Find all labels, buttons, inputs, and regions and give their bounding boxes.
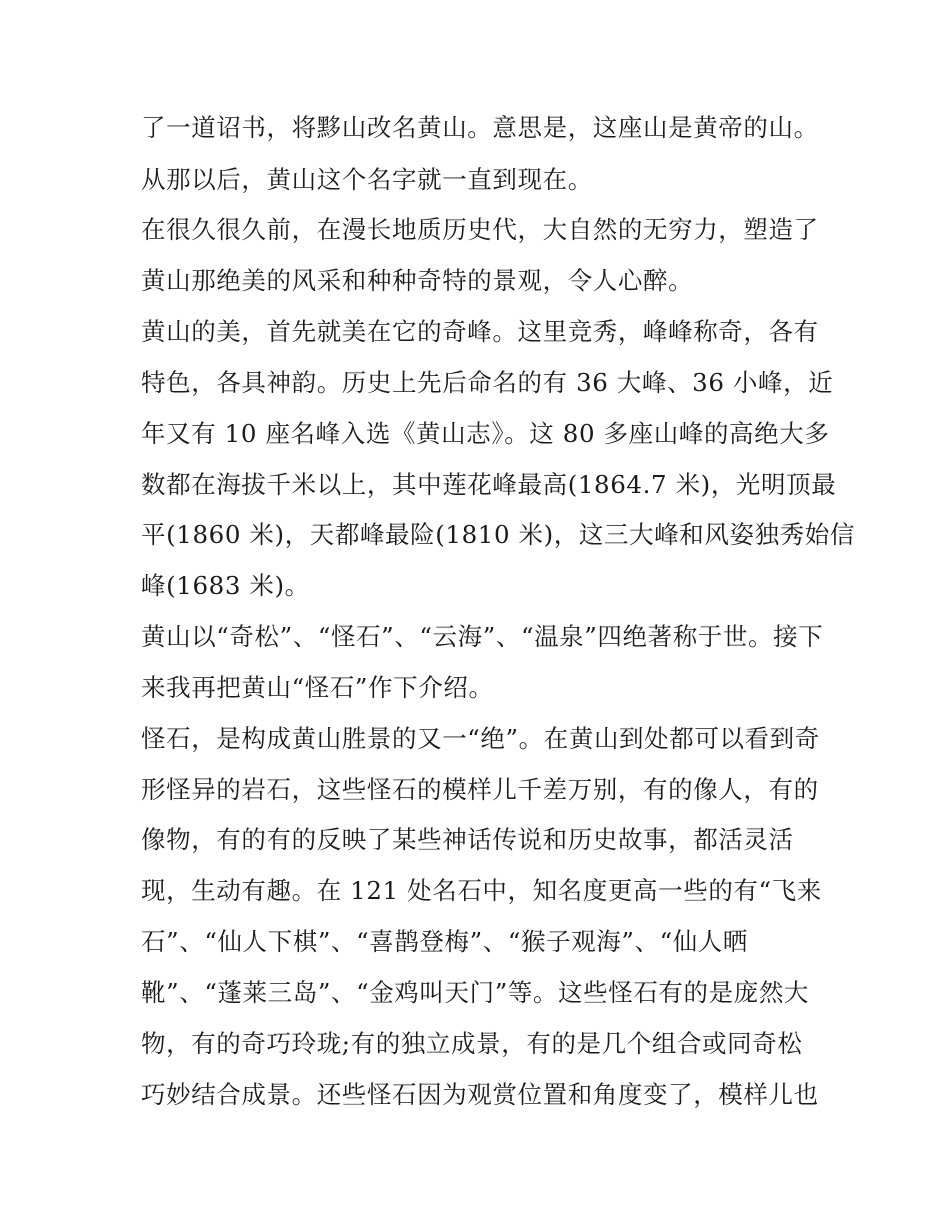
text-line-12: 来我再把黄山“怪石”作下介绍。 [141, 673, 494, 702]
text-line-15: 像物，有的有的反映了某些神话传说和历史故事，都活灵活 [141, 825, 794, 854]
text-line-6: 特色，各具神韵。历史上先后命名的有 36 大峰、36 小峰，近 [141, 368, 834, 397]
text-line-18: 靴”、“蓬莱三岛”、“金鸡叫天门”等。这些怪石有的是庞然大 [141, 978, 810, 1007]
text-line-8: 数都在海拔千米以上，其中莲花峰最高(1864.7 米)，光明顶最 [141, 470, 837, 499]
text-line-5: 黄山的美，首先就美在它的奇峰。这里竞秀，峰峰称奇，各有 [141, 317, 819, 346]
text-line-17: 石”、“仙人下棋”、“喜鹊登梅”、“猴子观海”、“仙人晒 [141, 927, 748, 956]
text-line-14: 形怪异的岩石，这些怪石的模样儿千差万别，有的像人，有的 [141, 775, 819, 804]
text-line-11: 黄山以“奇松”、“怪石”、“云海”、“温泉”四绝著称于世。接下 [141, 622, 824, 651]
text-line-7: 年又有 10 座名峰入选《黄山志》。这 80 多座山峰的高绝大多 [141, 419, 830, 448]
text-line-13: 怪石，是构成黄山胜景的又一“绝”。在黄山到处都可以看到奇 [141, 724, 820, 753]
text-line-10: 峰(1683 米)。 [141, 571, 310, 600]
text-line-4: 黄山那绝美的风采和种种奇特的景观，令人心醉。 [141, 266, 694, 295]
text-line-19: 物，有的奇巧玲珑;有的独立成景，有的是几个组合或同奇松 [141, 1029, 803, 1058]
text-line-1: 了一道诏书，将黟山改名黄山。意思是，这座山是黄帝的山。 [141, 113, 819, 142]
text-line-3: 在很久很久前，在漫长地质历史代，大自然的无穷力，塑造了 [141, 215, 819, 244]
text-line-2: 从那以后，黄山这个名字就一直到现在。 [141, 165, 593, 194]
text-line-16: 现，生动有趣。在 121 处名石中，知名度更高一些的有“飞来 [141, 876, 822, 905]
text-line-20: 巧妙结合成景。还些怪石因为观赏位置和角度变了，模样儿也 [141, 1080, 819, 1109]
text-line-9: 平(1860 米)，天都峰最险(1810 米)，这三大峰和风姿独秀始信 [141, 520, 856, 549]
